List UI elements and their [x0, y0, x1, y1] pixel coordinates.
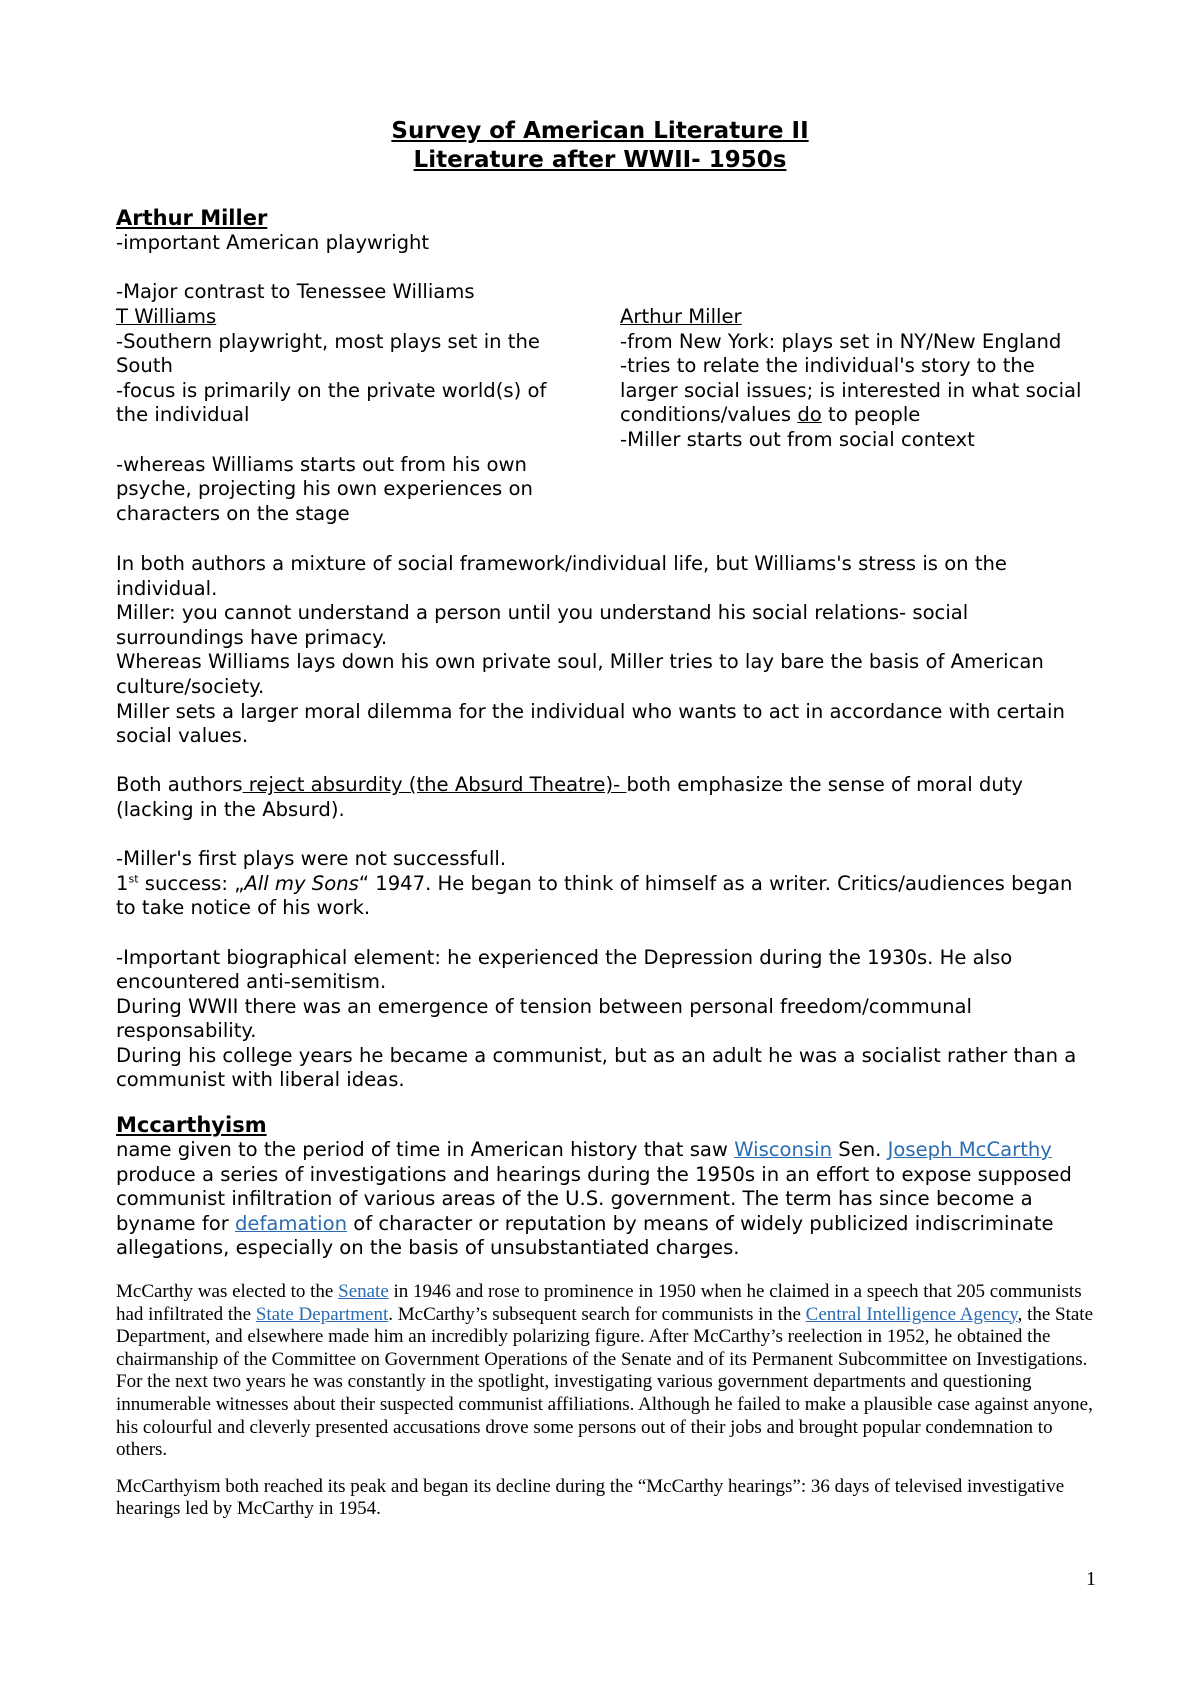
mccarthy-bio-section [116, 1281, 1096, 1521]
miller-point-2: -tries to relate the individual's story to the larger social issues; is interested in what social conditions/values do to people [620, 354, 1082, 427]
page-number: 1 [1086, 1568, 1096, 1590]
mccarthyism-definition: name given to the period of time in American history that saw Wisconsin Sen. Joseph McCarthy produce a series of investigations and hearings during the 1950s in an effort to expose supposed communist infiltration of various areas of the U.S. government. The term has since become a byname for defamation of character or reputation by means of widely publicized indiscriminate allegations, especially on the basis of unsubstantiated charges. [116, 1138, 1072, 1260]
title-line-1: Survey of American Literature II [391, 118, 809, 144]
mccarthy-hearings-paragraph: McCarthyism both reached its peak and began its decline during the “McCarthy hearings”: 36 days of televised investigative hearings led by McCarthy in 1954. [116, 1475, 1065, 1520]
discussion-section [116, 552, 1096, 1093]
paragraph: In both authors a mixture of social framework/individual life, but Williams's stress is on the individual. [116, 552, 1007, 600]
wisconsin-link[interactable]: Wisconsin [734, 1138, 833, 1161]
williams-point-3: -whereas Williams starts out from his own psyche, projecting his own experiences on characters on the stage [116, 452, 533, 525]
paragraph: Miller: you cannot understand a person until you understand his social relations- social surroundings have primacy. [116, 601, 969, 649]
mccarthyism-heading: Mccarthyism [116, 1113, 267, 1137]
paragraph: During his college years he became a communist, but as an adult he was a socialist rather than a communist with liberal ideas. [116, 1043, 1077, 1092]
paragraph: During WWII there was an emergence of tension between personal freedom/communal responsability. [116, 994, 973, 1043]
paragraph: 1st success: „All my Sons“ 1947. He began to think of himself as a writer. Critics/audiences began to take notice of his work. [116, 871, 1073, 920]
mccarthy-bio-paragraph: McCarthy was elected to the Senate in 1946 and rose to prominence in 1950 when he claimed in a speech that 205 communists had infiltrated the State Department. McCarthy’s subsequent search for communists in the Central Intelligence Agency, the State Department, and elsewhere made him an incredibly polarizing figure. After McCarthy’s reelection in 1952, he obtained the chairmanship of the Committee on Government Operations of the Senate and of its Permanent Subcommittee on Investigations. For the next two years he was constantly in the spotlight, investigating various government departments and questioning innumerable witnesses about their suspected communist affiliations. Although he failed to make a plausible case against anyone, his colourful and cleverly presented accusations drove some persons out of their jobs and brought popular condemnation to others. [116, 1281, 1094, 1461]
williams-point-2: -focus is primarily on the private world(s) of the individual [116, 378, 547, 427]
paragraph: -Important biographical element: he experienced the Depression during the 1930s. He also encountered anti-semitism. [116, 945, 1013, 994]
mccarthyism-section [116, 1112, 1096, 1261]
paragraph: Whereas Williams lays down his own private soul, Miller tries to lay bare the basis of American culture/society. [116, 650, 1044, 698]
defamation-link[interactable]: defamation [235, 1211, 348, 1235]
williams-column [116, 305, 568, 526]
miller-point-3: -Miller starts out from social context [620, 427, 975, 451]
senate-link[interactable]: Senate [338, 1281, 389, 1302]
williams-point-1: -Southern playwright, most plays set in the South [116, 329, 540, 378]
miller-heading: Arthur Miller [116, 206, 268, 230]
title-line-2: Literature after WWII- 1950s [413, 147, 787, 173]
paragraph: Both authors reject absurdity (the Absurd Theatre)- both emphasize the sense of moral duty (lacking in the Absurd). [116, 773, 1024, 821]
miller-column-heading: Arthur Miller [620, 305, 742, 328]
joseph-mccarthy-link[interactable]: Joseph McCarthy [887, 1138, 1052, 1161]
paragraph: Miller sets a larger moral dilemma for the individual who wants to act in accordance with certain social values. [116, 699, 1065, 748]
miller-section [116, 205, 1096, 305]
state-department-link[interactable]: State Department [255, 1303, 389, 1325]
document-title [0, 117, 1200, 175]
williams-heading: T Williams [116, 305, 217, 328]
miller-intro: -important American playwright [116, 231, 430, 254]
cia-link[interactable]: Central Intelligence Agency [805, 1303, 1018, 1325]
miller-point-1: -from New York: plays set in NY/New England [620, 329, 1062, 353]
miller-column [620, 305, 1090, 453]
paragraph: -Miller's first plays were not successfull. [116, 847, 507, 871]
miller-contrast: -Major contrast to Tenessee Williams [116, 280, 475, 304]
